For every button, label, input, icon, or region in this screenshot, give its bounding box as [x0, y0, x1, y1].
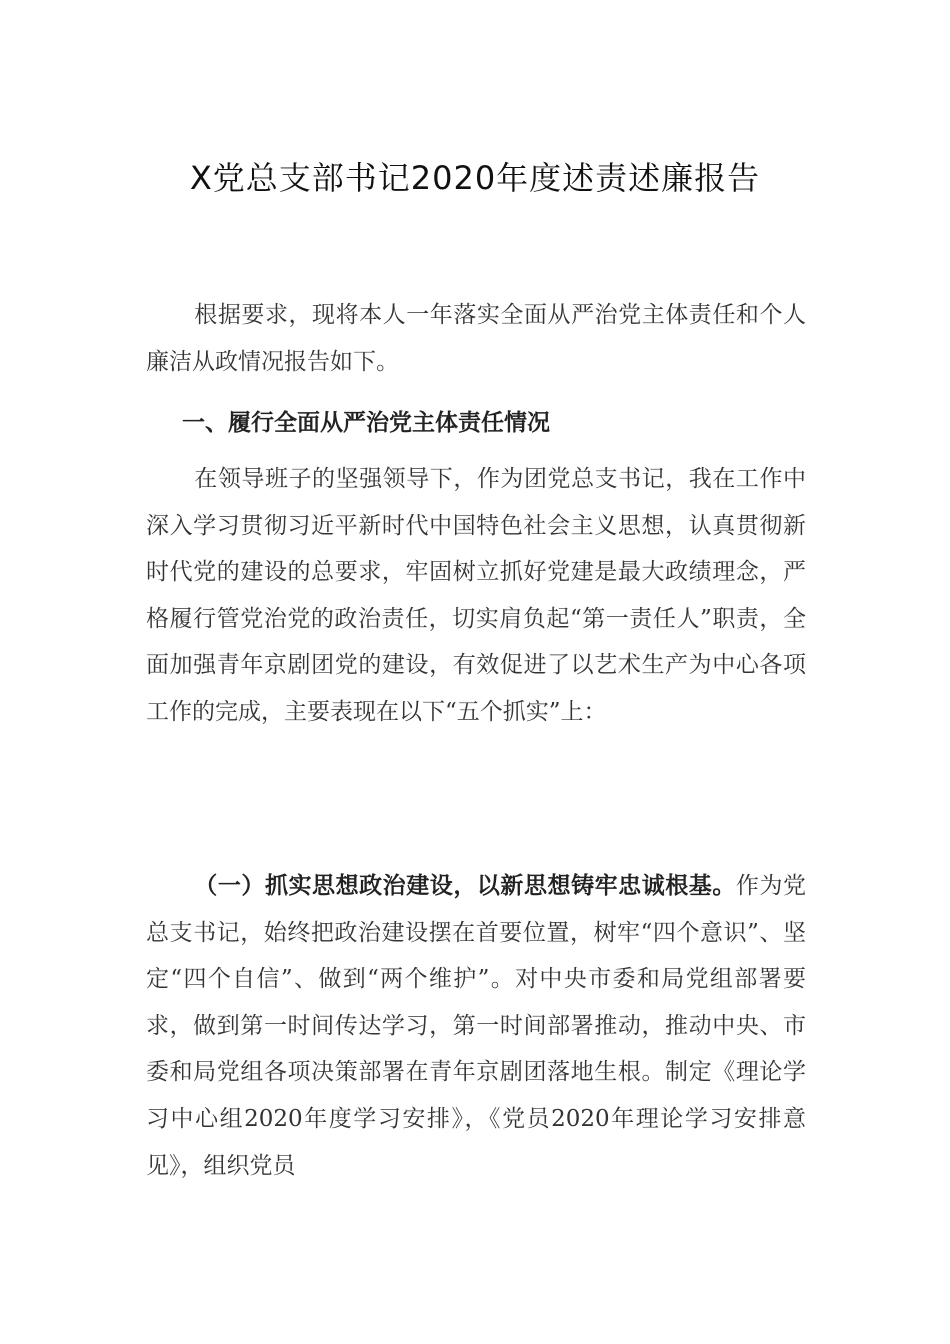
section-heading: 一、履行全面从严治党主体责任情况: [182, 410, 550, 436]
document-title: X党总支部书记2020年度述责述廉报告: [189, 159, 761, 197]
subsection-lead: （一）抓实思想政治建设，以新思想铸牢忠诚根基。: [194, 872, 736, 899]
subsection-paragraph: [146, 863, 806, 1189]
section-paragraph: 在领导班子的坚强领导下，作为团党总支书记，我在工作中深入学习贯彻习近平新时代中国特色社会主义思想，认真贯彻新时代党的建设的总要求，牢固树立抓好党建是最大政绩理念，严格履行管党治党的政治责任，切实肩负起“第一责任人”职责，全面加强青年京剧团党的建设，有效促进了以艺术生产为中心各项工作的完成，主要表现在以下“五个抓实”上：: [146, 466, 806, 725]
intro-paragraph: 根据要求，现将本人一年落实全面从严治党主体责任和个人廉洁从政情况报告如下。: [146, 302, 806, 375]
subsection-body: 作为党总支书记，始终把政治建设摆在首要位置，树牢“四个意识”、坚定“四个自信”、做到“两个维护”。对中央市委和局党组部署要求，做到第一时间传达学习，第一时间部署推动，推动中央、市委和局党组各项决策部署在青年京剧团落地生根。制定《理论学习中心组2020年度学习安排》，《党员2020年理论学习安排意见》，组织党员: [146, 873, 807, 1179]
